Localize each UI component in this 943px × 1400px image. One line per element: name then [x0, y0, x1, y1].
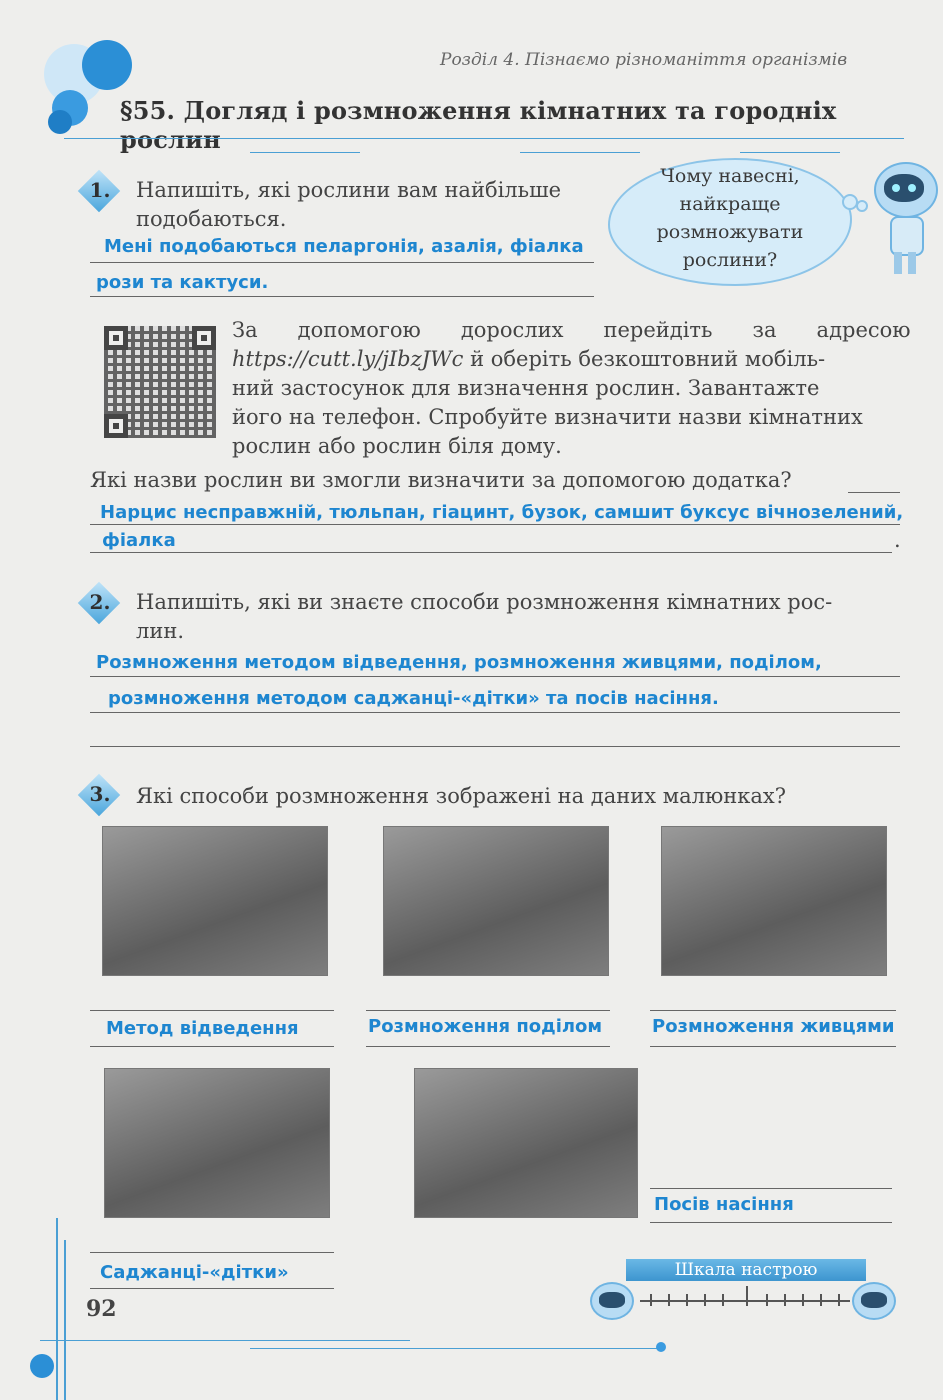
- answer-line: [90, 296, 594, 297]
- footer-line: [40, 1340, 410, 1341]
- mood-scale[interactable]: [620, 1290, 870, 1320]
- task1-answer-line2: рози та кактуси.: [96, 272, 269, 293]
- answer-line: [90, 524, 900, 525]
- mood-scale-label: Шкала настрою: [626, 1259, 866, 1281]
- decor-bubble: [82, 40, 132, 90]
- answer-line: [650, 1222, 892, 1223]
- title-underline-2: [250, 152, 360, 153]
- title-underline-4: [740, 152, 840, 153]
- happy-robot-icon: [852, 1282, 896, 1320]
- decor-bubble: [30, 1354, 54, 1378]
- answer-line: [90, 746, 900, 747]
- answer-line: [366, 1046, 610, 1047]
- title-underline-3: [520, 152, 640, 153]
- caption-seeds: Посів насіння: [654, 1194, 794, 1215]
- answer-line: [90, 552, 892, 553]
- page-number: 92: [86, 1296, 117, 1322]
- footer-line: [250, 1348, 660, 1349]
- sad-robot-icon: [590, 1282, 634, 1320]
- task3-question: Які способи розмноження зображені на даних малюнках?: [136, 784, 786, 808]
- photo-division: [383, 826, 609, 976]
- task1-text: Напишіть, які рослини вам найбільше подобаються.: [136, 178, 562, 231]
- caption-plantlets: Саджанці-«дітки»: [100, 1262, 289, 1283]
- photo-cuttings: [661, 826, 887, 976]
- task-badge: 2.: [80, 584, 120, 624]
- photo-layering: [102, 826, 328, 976]
- task-badge: 3.: [80, 776, 120, 816]
- app-answer-line1: Нарцис несправжній, тюльпан, гіацинт, бузок, самшит буксус вічнозелений,: [100, 502, 904, 523]
- robot-icon: [866, 160, 942, 280]
- app-link[interactable]: https://cutt.ly/jIbzJWc: [232, 347, 464, 371]
- answer-line: [90, 1252, 334, 1253]
- decor-bubble: [656, 1342, 666, 1352]
- task2-text: Напишіть, які ви знаєте способи розмноження кімнатних рос- лин.: [136, 590, 833, 643]
- answer-line: [650, 1010, 896, 1011]
- answer-line: [848, 492, 900, 493]
- cloud-question: Чому навесні, найкраще розмножувати рослини?: [656, 165, 804, 271]
- answer-line: [650, 1046, 896, 1047]
- answer-line: [366, 1010, 610, 1011]
- answer-line: [90, 1010, 334, 1011]
- app-answer-line2: фіалка: [102, 530, 176, 551]
- answer-line: [90, 262, 594, 263]
- margin-line: [56, 1218, 58, 1400]
- answer-line: [90, 1046, 334, 1047]
- decor-bubble: [48, 110, 72, 134]
- task-badge: 1.: [80, 172, 120, 212]
- answer-line: [90, 1288, 334, 1289]
- qr-instructions: За допомогою дорослих перейдіть за адресою https://cutt.ly/jIbzJWc й оберіть безкоштовний мобіль- ний застосунок для визначення рослин. Завантажте його на телефон. Спробуйте визначити назви кімнатних рослин або рослин біля дому.: [232, 318, 911, 458]
- task1-answer-line1: Мені подобаються пеларгонія, азалія, фіалка: [104, 236, 584, 257]
- answer-period: .: [894, 528, 901, 552]
- task2-answer-line2: розмноження методом саджанці-«дітки» та посів насіння.: [108, 688, 719, 709]
- caption-cuttings: Розмноження живцями: [652, 1016, 895, 1037]
- margin-line: [64, 1240, 66, 1400]
- chapter-header: Розділ 4. Пізнаємо різноманіття організмів: [440, 50, 848, 70]
- app-question: Які назви рослин ви змогли визначити за допомогою додатка?: [90, 468, 792, 492]
- answer-line: [650, 1188, 892, 1189]
- photo-plantlets: [104, 1068, 330, 1218]
- title-underline: [64, 138, 904, 139]
- task2-answer-line1: Розмноження методом відведення, розмноження живцями, поділом,: [96, 652, 822, 673]
- answer-line: [90, 676, 900, 677]
- caption-layering: Метод відведення: [106, 1018, 299, 1039]
- caption-division: Розмноження поділом: [368, 1016, 603, 1037]
- photo-seeds: [414, 1068, 638, 1218]
- qr-code[interactable]: [104, 326, 216, 438]
- answer-line: [90, 712, 900, 713]
- page-title: §55. Догляд і розмноження кімнатних та городніх рослин: [120, 96, 837, 154]
